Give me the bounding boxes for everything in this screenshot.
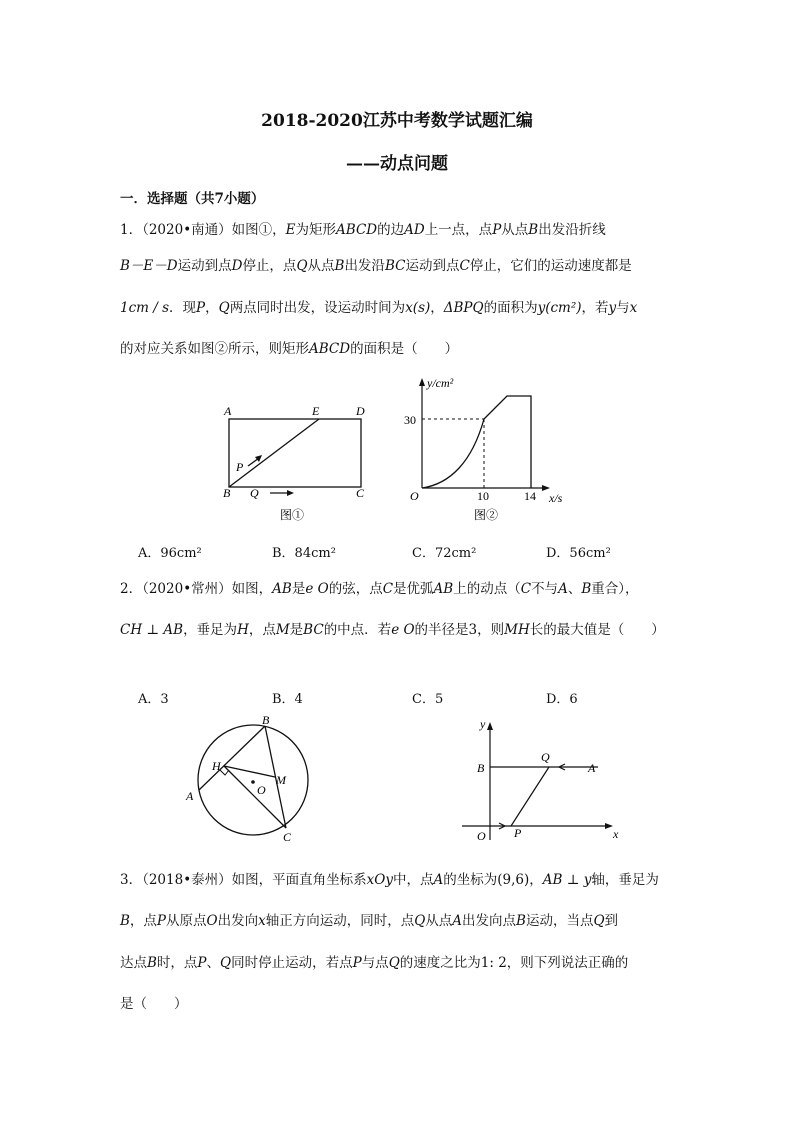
label-b: B — [262, 713, 270, 727]
figure-coordinate — [460, 712, 640, 847]
q1-line-2: B－E－D运动到点D停止，点Q从点B出发沿BC运动到点C停止，它们的运动速度都是 — [120, 258, 632, 274]
q1-line-1: 1．（2020•南通）如图①，E为矩形ABCD的边AD上一点，点P从点B出发沿折线 — [120, 222, 606, 238]
label-h: H — [212, 759, 221, 773]
label-x: x — [613, 827, 619, 841]
label-q: Q — [250, 486, 259, 500]
label-a: A — [224, 404, 232, 418]
q2-line-2: CH ⊥ AB，垂足为H，点M是BC的中点．若e O的半径是3，则MH长的最大值是（ ） — [120, 622, 665, 638]
x-axis-label: x/s — [549, 491, 563, 505]
q3-line-3: 达点B时，点P、Q同时停止运动，若点P与点Q的速度之比为1: 2，则下列说法正确的 — [120, 955, 629, 971]
arrow-q-head — [287, 490, 294, 496]
figure-2-graph — [400, 372, 580, 524]
x-axis-arrow — [605, 823, 613, 829]
label-m: M — [276, 773, 286, 787]
page-subtitle: ——动点问题 — [346, 154, 448, 174]
q1-option-c[interactable]: C．72cm² — [412, 546, 477, 561]
figure-1-rectangle — [215, 400, 385, 525]
q1-line-4: 的对应关系如图②所示，则矩形ABCD的面积是（ ） — [120, 341, 459, 357]
arrow-p-head — [255, 455, 262, 462]
q2-option-d[interactable]: D．6 — [546, 692, 578, 707]
q2-option-a[interactable]: A．3 — [138, 692, 169, 707]
label-y: y — [480, 717, 486, 731]
q2-option-b[interactable]: B．4 — [272, 692, 303, 707]
rect-abcd — [229, 419, 361, 487]
caption-fig1: 图① — [280, 508, 305, 522]
q1-option-a[interactable]: A．96cm² — [138, 546, 202, 561]
label-a: A — [588, 761, 596, 775]
q2-line-1: 2．（2020•常州）如图，AB是e O的弦，点C是优弧AB上的动点（C不与A、B重合）， — [120, 581, 639, 597]
tick-10: 10 — [477, 489, 489, 503]
y-axis-arrow — [487, 722, 493, 730]
q1-line-3: 1cm / s．现P，Q两点同时出发，设运动时间为x(s)，ΔBPQ的面积为y(cm²)，若y与x — [120, 300, 638, 316]
curve-segment — [422, 419, 484, 488]
label-o: O — [477, 829, 486, 843]
q3-line-1: 3．（2018•泰州）如图，平面直角坐标系xOy中，点A的坐标为(9,6)，AB ⊥ y轴，垂足为 — [120, 872, 659, 888]
label-c: C — [283, 830, 292, 844]
chord-ab — [199, 726, 265, 790]
q1-option-d[interactable]: D．56cm² — [546, 546, 611, 561]
segment-hm — [224, 766, 275, 777]
label-p: P — [236, 460, 244, 474]
right-angle-mark — [220, 770, 229, 775]
label-b: B — [477, 761, 485, 775]
label-e: E — [312, 404, 320, 418]
q2-option-c[interactable]: C．5 — [412, 692, 444, 707]
segment-be — [229, 419, 319, 487]
graph-polyline — [484, 396, 531, 488]
tick-14: 14 — [524, 489, 536, 503]
q1-option-b[interactable]: B．84cm² — [272, 546, 336, 561]
label-c: C — [356, 486, 365, 500]
label-o: O — [257, 783, 266, 797]
label-a: A — [186, 789, 194, 803]
label-d: D — [356, 404, 365, 418]
y-axis-label: y/cm² — [427, 376, 454, 390]
center-dot — [251, 780, 255, 784]
label-q: Q — [541, 750, 550, 764]
figure-circle — [178, 712, 318, 847]
page-title: 2018-2020江苏中考数学试题汇编 — [261, 111, 533, 131]
caption-fig2: 图② — [474, 508, 499, 522]
label-p: P — [514, 826, 522, 840]
tick-30: 30 — [404, 413, 416, 427]
section-heading: 一．选择题（共7小题） — [120, 191, 265, 207]
label-b: B — [223, 486, 231, 500]
y-axis-arrow — [419, 378, 425, 386]
q3-line-2: B，点P从原点O出发向x轴正方向运动，同时，点Q从点A出发向点B运动，当点Q到 — [120, 913, 619, 929]
segment-pq — [511, 767, 549, 826]
circle-o — [198, 725, 308, 835]
origin-label: O — [410, 489, 419, 503]
q3-line-4: 是（ ） — [120, 996, 188, 1012]
